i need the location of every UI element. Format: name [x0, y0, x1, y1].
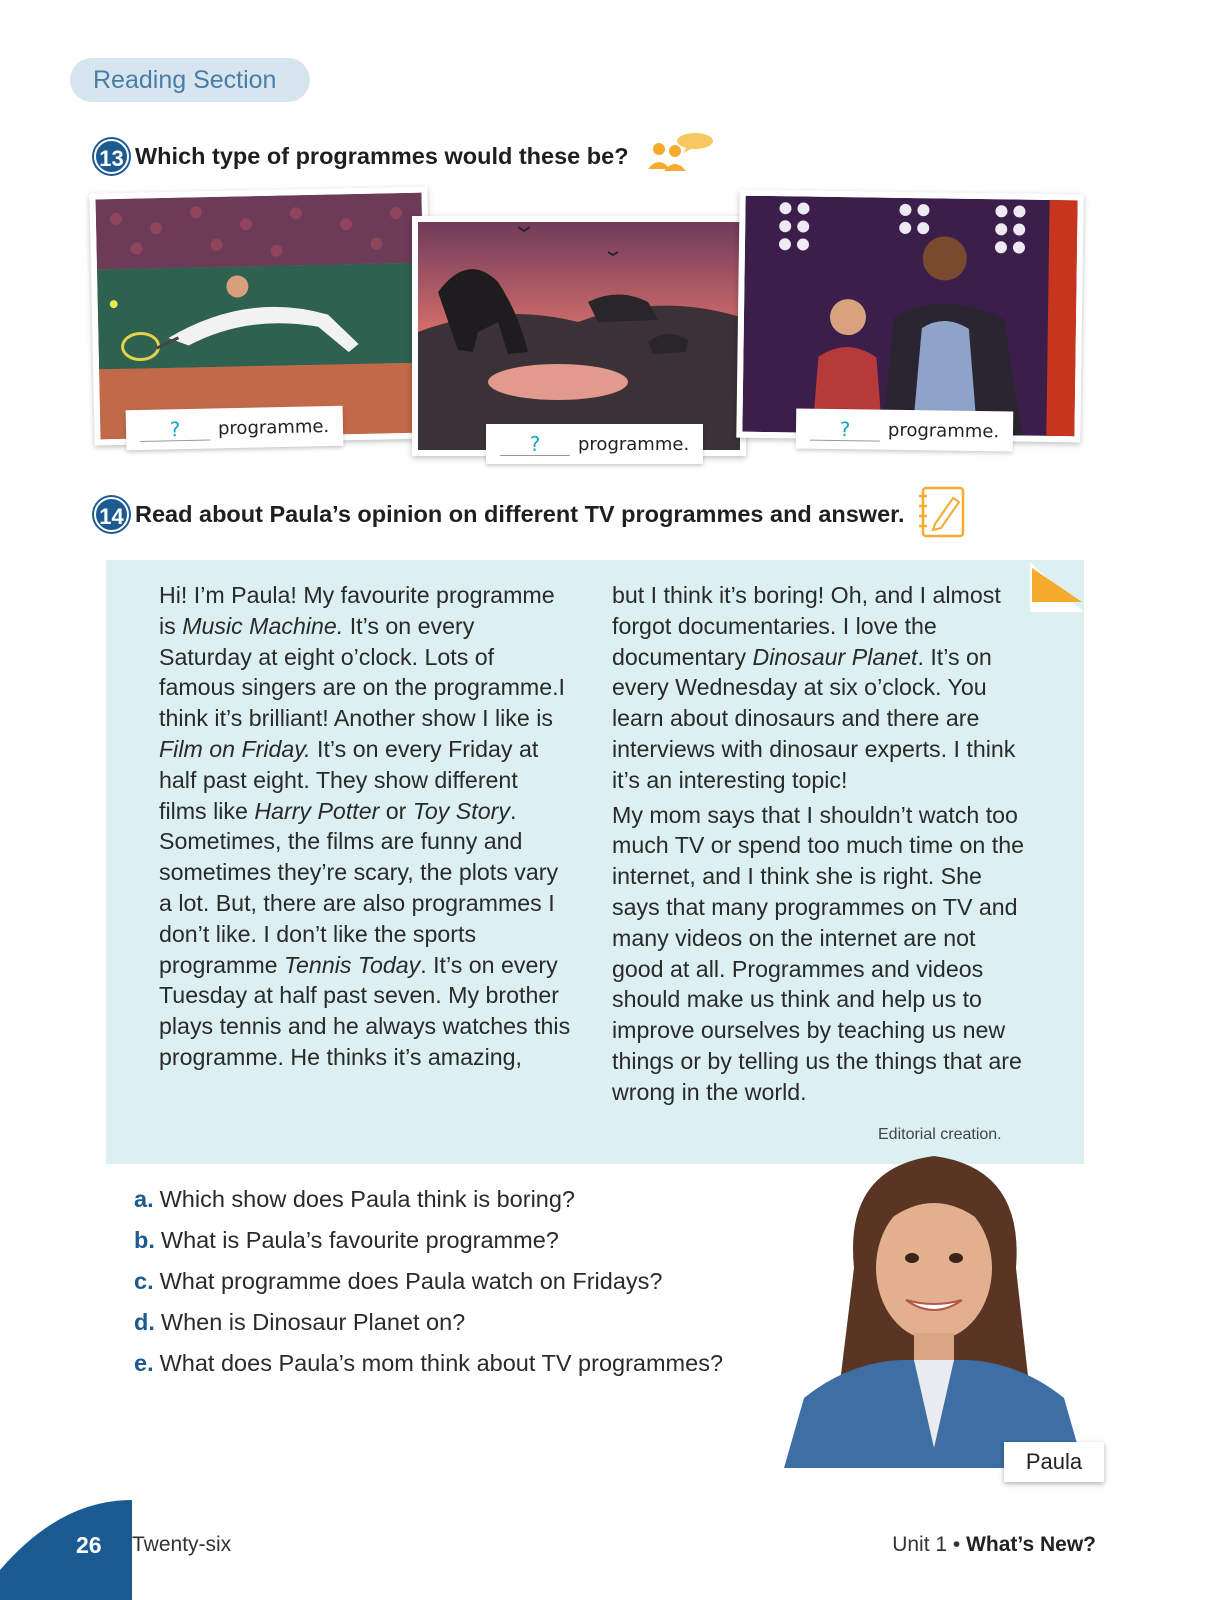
question-letter: d. — [134, 1309, 155, 1335]
question-letter: e. — [134, 1350, 154, 1376]
paragraph — [159, 580, 571, 1073]
show-title: Film on Friday. — [159, 735, 311, 762]
tag-word: programme. — [217, 415, 330, 439]
exercise-title: Read about Paula’s opinion on different TV programmes and answer. — [135, 501, 905, 527]
tag-word: programme. — [887, 419, 1000, 442]
unit-title: What’s New? — [966, 1533, 1096, 1556]
unit-number: Unit 1 • — [892, 1533, 961, 1556]
answer-blank[interactable]: ? — [500, 433, 570, 456]
exercise-number: 14 — [94, 497, 129, 532]
question-list — [134, 1186, 723, 1391]
music-show-photo — [736, 190, 1083, 443]
film-title: Harry Potter — [254, 797, 380, 824]
unit-label — [892, 1533, 1096, 1557]
editorial-credit: Editorial creation. — [878, 1126, 1002, 1143]
notebook-pencil-icon — [917, 484, 969, 545]
page-corner-badge — [0, 1490, 132, 1600]
question-item — [134, 1268, 723, 1309]
paragraph: My mom says that I shouldn’t watch too much TV or spend too much time on the internet, and I think she is right. She says that many programmes on TV and many videos on the internet are not good at all. Programmes and videos should make us think and help us to improve ourselves by teaching us new things or by telling us the things that are wrong in the world. — [612, 801, 1025, 1105]
text-run: It’s on every Saturday at eight o’clock. Lots of famous singers are on the programme.I think it’s brilliant! Another show I like is — [159, 612, 565, 732]
question-text: When is Dinosaur Planet on? — [160, 1309, 466, 1335]
question-text: What programme does Paula watch on Fridays? — [159, 1268, 663, 1294]
question-item — [134, 1309, 723, 1350]
exercise-14-heading — [94, 484, 969, 545]
text-run: It’s on every Friday at half past eight. They show different films like — [159, 735, 539, 824]
text-column-left — [159, 580, 571, 1077]
exercise-title: Which type of programmes would these be? — [135, 143, 629, 169]
question-item — [134, 1186, 723, 1227]
paula-portrait — [784, 1148, 1084, 1468]
answer-blank[interactable]: ? — [140, 417, 210, 441]
tag-word: programme. — [578, 433, 690, 455]
film-title: Toy Story — [412, 797, 510, 824]
section-label: Reading Section — [70, 58, 310, 102]
show-title: Music Machine. — [182, 612, 344, 639]
question-letter: c. — [134, 1268, 154, 1294]
exercise-13-heading — [94, 131, 715, 182]
text-run: but I think it’s boring! Oh, and I almost forgot documentaries. I love the documentary — [612, 582, 1001, 670]
show-title: Tennis Today — [284, 951, 421, 978]
question-text: Which show does Paula think is boring? — [159, 1186, 576, 1212]
page-corner-fold-icon — [1030, 562, 1084, 612]
show-title: Dinosaur Planet — [752, 643, 918, 670]
exercise-number: 13 — [94, 139, 129, 174]
answer-tag-3 — [796, 408, 1014, 451]
paragraph — [612, 580, 1024, 796]
page-number-words: Twenty-six — [132, 1533, 232, 1556]
question-letter: a. — [134, 1186, 154, 1212]
page-number: 26 — [76, 1532, 102, 1558]
question-item — [134, 1227, 723, 1268]
question-item — [134, 1350, 723, 1391]
text-run: or — [379, 797, 413, 824]
question-text: What does Paula’s mom think about TV programmes? — [159, 1350, 724, 1376]
question-letter: b. — [134, 1227, 155, 1253]
text-run: . It’s on every Wednesday at six o’clock. You learn about dinosaurs and there are interviews with dinosaur experts. I think it’s an interesting topic! — [612, 643, 1016, 793]
answer-tag-2 — [486, 424, 703, 464]
text-column-right — [612, 580, 1024, 1112]
pair-work-icon — [643, 131, 715, 182]
text-run: . Sometimes, the films are funny and sometimes they’re scary, the plots vary a lot. But, there are also programmes I don’t like. I don’t like the sports programme — [159, 797, 559, 978]
question-text: What is Paula’s favourite programme? — [160, 1227, 559, 1253]
text-run: . It’s on every Tuesday at half past seven. My brother plays tennis and he always watches this programme. He thinks it’s amazing, — [159, 951, 571, 1070]
answer-blank[interactable]: ? — [810, 417, 880, 441]
photo-caption: Paula — [1004, 1442, 1104, 1482]
dinosaur-photo — [412, 216, 746, 456]
answer-tag-1 — [126, 406, 344, 451]
text-run: Hi! I’m Paula! My favourite programme is — [159, 582, 555, 639]
